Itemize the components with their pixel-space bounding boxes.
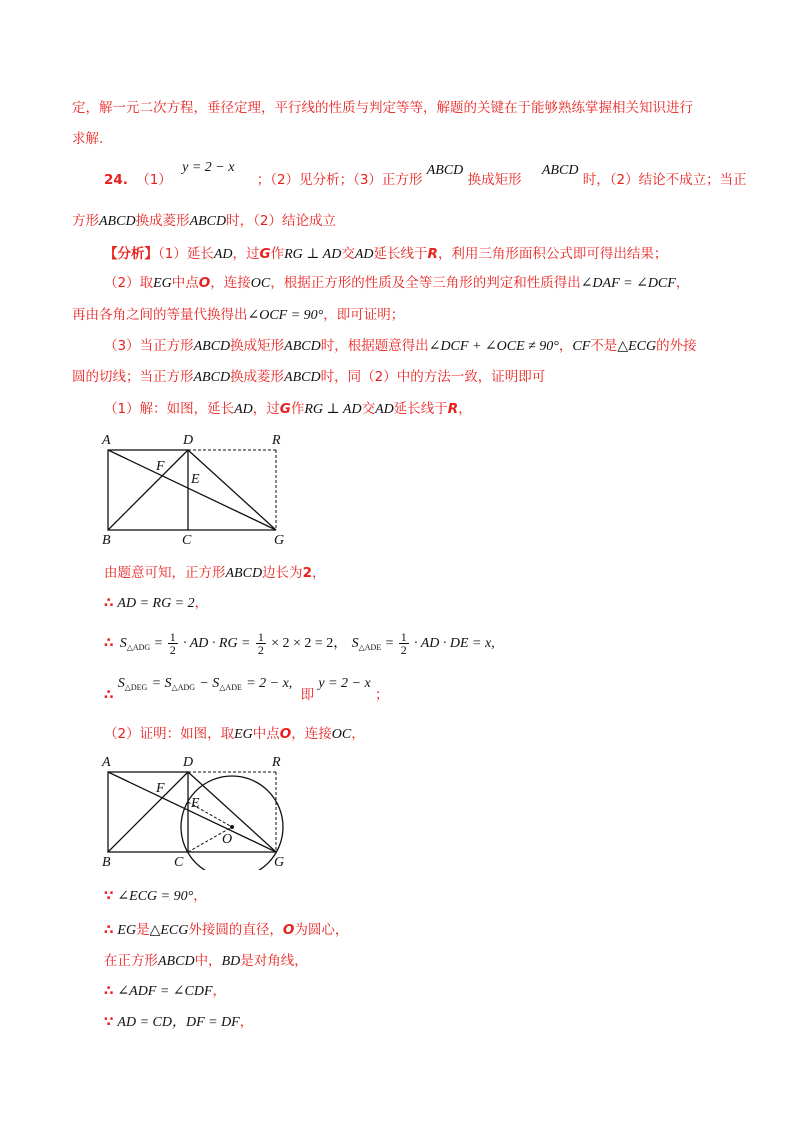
label-b: B xyxy=(102,533,111,548)
solution-line xyxy=(104,724,365,745)
math: ABCD xyxy=(193,370,231,385)
solution-line xyxy=(104,673,389,703)
because-symbol: ∵ xyxy=(104,1014,114,1030)
therefore-symbol: ∴ xyxy=(104,983,114,999)
math: = S xyxy=(151,676,172,691)
solution-line xyxy=(104,951,308,972)
answer-line xyxy=(72,211,336,232)
math: ABCD xyxy=(99,214,136,229)
text: 作 xyxy=(290,401,305,417)
math: OC xyxy=(250,276,271,291)
math: y = 2 − x xyxy=(318,676,371,691)
label-b: B xyxy=(102,855,111,870)
math: △ECG xyxy=(149,923,189,938)
math-subscript: △DEG xyxy=(124,683,148,692)
math: EG xyxy=(153,276,172,291)
text: 是对角线， xyxy=(240,953,308,969)
math: RG ⊥ AD xyxy=(304,402,362,417)
text: 中点 xyxy=(171,275,199,291)
line-dg xyxy=(188,450,276,530)
text: 时，（2）结论不成立；当正 xyxy=(582,172,747,188)
math: ∠ECG = 90° xyxy=(117,889,194,904)
text: ；（2）见分析；（3）正方形 xyxy=(256,172,423,188)
text: （1）解：如图，延长 xyxy=(104,401,235,417)
label-f: F xyxy=(156,781,165,796)
fraction-numerator: 1 xyxy=(169,629,176,644)
math: ABCD xyxy=(189,214,227,229)
text: ， xyxy=(458,401,472,417)
line-ag xyxy=(108,450,276,530)
text: 求解. xyxy=(72,131,104,147)
text: 方形 xyxy=(72,213,99,229)
text: ，连接 xyxy=(291,726,332,742)
text: 延长线于 xyxy=(373,246,428,262)
point-label: G xyxy=(259,246,271,262)
circumcircle-ecg xyxy=(181,776,283,870)
therefore-symbol: ∴ xyxy=(104,687,114,703)
math: S xyxy=(119,636,127,651)
math: AD = CD，DF = DF xyxy=(117,1015,240,1030)
text: ， xyxy=(311,565,326,581)
text: （2）取 xyxy=(104,275,154,291)
label-c: C xyxy=(174,855,184,870)
fraction-numerator: 1 xyxy=(400,629,407,644)
math: AD = RG = 2 xyxy=(117,596,195,611)
text: 在正方形 xyxy=(104,953,158,969)
text: ，利用三角形面积公式即可得出结果； xyxy=(437,246,668,262)
label-e: E xyxy=(191,796,200,811)
solution-line xyxy=(104,399,472,420)
text: ； xyxy=(375,687,389,703)
math-subscript: △ADE xyxy=(358,643,382,652)
line-bd xyxy=(108,450,188,530)
text: ，即可证明； xyxy=(323,307,405,323)
solution-line xyxy=(104,1012,253,1033)
math: RG ⊥ AD xyxy=(284,247,342,262)
label-f: F xyxy=(156,459,165,474)
value: 2 xyxy=(302,565,312,581)
point-label: R xyxy=(447,401,459,417)
text: （3）当正方形 xyxy=(104,338,194,354)
math: EG xyxy=(234,727,253,742)
analysis-line xyxy=(104,244,667,265)
text: ， xyxy=(558,338,573,354)
math: S xyxy=(117,676,125,691)
center-point-o xyxy=(230,825,234,829)
fraction xyxy=(399,631,409,656)
math: S xyxy=(351,636,359,651)
text: 不是 xyxy=(590,338,618,354)
fraction xyxy=(256,631,266,656)
math: ABCD xyxy=(158,954,195,969)
text: 为圆心， xyxy=(294,922,349,938)
text: 换成矩形 xyxy=(467,172,522,188)
math: · AD · RG = xyxy=(182,636,251,651)
text: 由题意可知，正方形 xyxy=(104,565,226,581)
fraction-denominator: 2 xyxy=(400,642,407,657)
analysis-line xyxy=(104,336,697,357)
math: OC xyxy=(331,727,352,742)
text: 作 xyxy=(270,246,285,262)
text: 换成矩形 xyxy=(230,338,285,354)
math: BD xyxy=(221,954,241,969)
solution-line xyxy=(104,886,207,907)
math: AD xyxy=(375,402,394,417)
math: ∠DCF + ∠OCE ≠ 90° xyxy=(428,339,559,354)
text: ， xyxy=(194,595,209,611)
fraction xyxy=(168,631,178,656)
text: 的外接 xyxy=(656,338,697,354)
line-ag xyxy=(108,772,276,852)
math-subscript: △ADE xyxy=(219,683,242,692)
text: ，根据正方形的性质及全等三角形的判定和性质得出 xyxy=(270,275,581,291)
math: = xyxy=(385,636,394,651)
answer-line xyxy=(104,160,747,191)
label-c: C xyxy=(182,533,192,548)
label-d: D xyxy=(183,755,194,770)
math: × 2 × 2 = 2， xyxy=(271,636,348,651)
point-label: R xyxy=(427,246,438,262)
label-r: R xyxy=(272,755,281,770)
text: 再由各角之间的等量代换得出 xyxy=(72,307,248,323)
point-label: O xyxy=(282,922,295,938)
line-bd xyxy=(108,772,188,852)
math-subscript: △ADG xyxy=(126,643,151,652)
text: （1）延长 xyxy=(158,246,214,262)
text: 时，（2）结论成立 xyxy=(226,213,336,229)
text: （2）证明：如图，取 xyxy=(104,726,235,742)
text: ， xyxy=(212,983,227,999)
analysis-line xyxy=(72,305,404,326)
text: 换成菱形 xyxy=(230,369,285,385)
fraction-denominator: 2 xyxy=(257,642,264,657)
therefore-symbol: ∴ xyxy=(104,595,114,611)
solution-line xyxy=(104,920,348,941)
math: CF xyxy=(572,339,591,354)
solution-line xyxy=(104,628,495,663)
math: AD xyxy=(354,247,374,262)
text: 圆的切线；当正方形 xyxy=(72,369,194,385)
point-label: O xyxy=(198,275,211,291)
math: ∠ADF = ∠CDF xyxy=(117,984,213,999)
text: ， xyxy=(239,1014,254,1030)
math: ∠OCF = 90° xyxy=(247,308,324,323)
math: EG xyxy=(117,923,137,938)
text: ，过 xyxy=(232,246,260,262)
label-g: G xyxy=(274,533,285,548)
text: 交 xyxy=(361,401,376,417)
math: y = 2 − x xyxy=(182,160,235,175)
geometry-figure-2 xyxy=(96,750,296,870)
math: △ECG xyxy=(617,339,657,354)
solution-line xyxy=(104,981,226,1002)
text-line xyxy=(72,98,693,118)
analysis-line xyxy=(104,273,689,294)
fraction-denominator: 2 xyxy=(169,642,176,657)
text: ，连接 xyxy=(210,275,251,291)
text: 即 xyxy=(300,687,315,703)
because-symbol: ∵ xyxy=(104,888,114,904)
math: AD xyxy=(213,247,233,262)
label-r: R xyxy=(272,433,281,448)
text: 延长线于 xyxy=(393,401,448,417)
text: ， xyxy=(193,888,207,904)
math: · AD · DE = x, xyxy=(413,636,495,651)
therefore-symbol: ∴ xyxy=(104,635,114,651)
math: ∠DAF = ∠DCF xyxy=(580,276,676,291)
math: ABCD xyxy=(193,339,231,354)
math-subscript: △ADG xyxy=(171,683,196,692)
text-line xyxy=(72,129,103,149)
math: ABCD xyxy=(284,370,321,385)
text: ，过 xyxy=(252,401,280,417)
fraction-numerator: 1 xyxy=(257,629,264,644)
label-o: O xyxy=(222,832,233,847)
text: 外接圆的直径， xyxy=(188,922,283,938)
text: ， xyxy=(675,275,690,291)
point-label: O xyxy=(279,726,292,742)
math: = xyxy=(154,636,163,651)
math: ABCD xyxy=(426,163,464,178)
text: （1） xyxy=(136,172,172,188)
label-e: E xyxy=(191,472,200,487)
text: 中， xyxy=(194,953,222,969)
text: 换成菱形 xyxy=(135,213,190,229)
math: ABCD xyxy=(225,566,263,581)
solution-line xyxy=(104,563,325,584)
question-number: 24. xyxy=(104,172,128,188)
therefore-symbol: ∴ xyxy=(104,922,114,938)
analysis-line xyxy=(72,367,545,388)
label-a: A xyxy=(102,433,111,448)
label-g: G xyxy=(274,855,285,870)
math: ABCD xyxy=(284,339,321,354)
text: 交 xyxy=(341,246,355,262)
text: 是 xyxy=(136,922,150,938)
text: 边长为 xyxy=(262,565,303,581)
text: 中点 xyxy=(252,726,280,742)
math: = 2 − x, xyxy=(246,676,293,691)
point-label: G xyxy=(279,401,291,417)
math: − S xyxy=(199,676,220,691)
analysis-tag: 【分析】 xyxy=(104,246,158,262)
text: 时，同（2）中的方法一致，证明即可 xyxy=(320,369,546,385)
label-a: A xyxy=(102,755,111,770)
math: ABCD xyxy=(541,163,579,178)
solution-line xyxy=(104,593,208,614)
math: AD xyxy=(234,402,253,417)
text: 时，根据题意得出 xyxy=(320,338,429,354)
geometry-figure-1 xyxy=(96,428,296,548)
label-d: D xyxy=(183,433,194,448)
text: ， xyxy=(351,726,365,742)
text: 定，解一元二次方程，垂径定理，平行线的性质与判定等等，解题的关键在于能够熟练掌握相关知识进行 xyxy=(72,100,693,116)
